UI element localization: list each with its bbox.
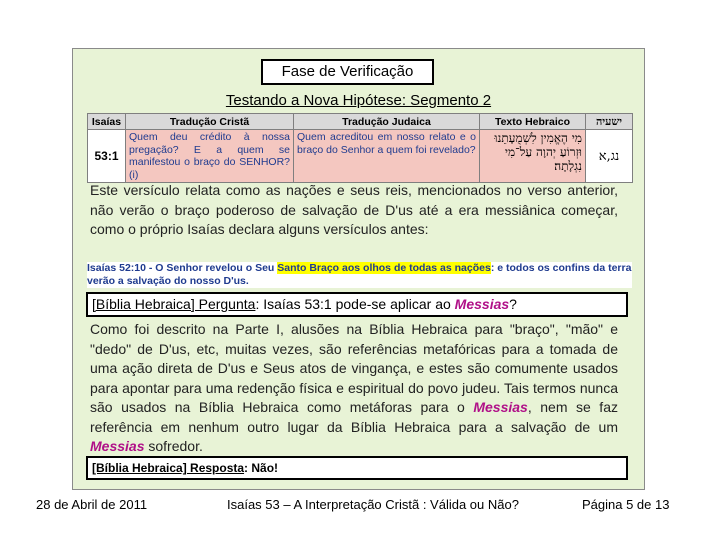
explanation-part1: Como foi descrito na Parte I, alusões na Bíblia Hebraica para "braço", "mão" e "dedo" de D'us, etc, muitas vezes, são referências metafóricas para a tomada de uma ação direta de D'us e Seus atos de vingança, e estes são comumente usados para apontar para uma redenção física e espiritual do povo judeu. Tais termos nunca são usados na Bíblia Hebraica como metáforas para o	[90, 321, 618, 415]
answer-box	[86, 456, 628, 480]
explanation-paragraph	[90, 320, 618, 457]
quote-part1: Isaías 52:10 - O Senhor revelou o Seu	[87, 262, 278, 274]
explanation-part3: sofredor.	[144, 438, 203, 454]
header-christian: Tradução Cristã	[126, 114, 294, 130]
phase-title: Fase de Verificação	[261, 59, 434, 85]
question-label: [Bíblia Hebraica] Pergunta	[92, 296, 256, 312]
hebrew-ref: נג,א	[586, 130, 633, 183]
footer-date: 28 de Abril de 2011	[36, 497, 148, 512]
header-isaias: Isaías	[88, 114, 126, 130]
table-header-row	[88, 114, 633, 130]
isaiah-quote	[87, 262, 632, 288]
question-end: ?	[509, 296, 517, 312]
header-jewish: Tradução Judaica	[294, 114, 480, 130]
verse-ref: 53:1	[88, 130, 126, 183]
footer-page: Página 5 de 13	[582, 497, 670, 512]
verse-table	[87, 113, 633, 183]
question-text: : Isaías 53:1 pode-se aplicar ao	[255, 296, 455, 312]
footer-title: Isaías 53 – A Interpretação Cristã : Válida ou Não?	[227, 497, 519, 512]
explanation-messias-2: Messias	[90, 438, 145, 454]
explanation-part2: , nem se faz referência em nenhum outro lugar da Bíblia Hebraica para a salvação de um	[90, 399, 618, 435]
question-messias: Messias	[454, 296, 510, 312]
quote-part3: : e todos os confins da terra verão a salvação do nosso D'us.	[87, 262, 632, 287]
header-hebrew-book: ישעיה	[586, 114, 633, 130]
section-subtitle: Testando a Nova Hipótese: Segmento 2	[225, 92, 492, 109]
hebrew-text: מִי הֶאֱמִין לִשְׁמֻעָתֵנוּ וּזְרוֹעַ יְהוָה עַל־מִי נִגְלָתָה׃	[480, 130, 586, 183]
answer-text: : Não!	[244, 461, 279, 475]
question-box	[86, 292, 628, 317]
jewish-translation: Quem acreditou em nosso relato e o braço do Senhor a quem foi revelado?	[294, 130, 480, 183]
header-hebrew-text: Texto Hebraico	[480, 114, 586, 130]
table-row	[88, 130, 633, 183]
answer-label: [Bíblia Hebraica] Resposta	[92, 461, 245, 475]
quote-highlight: Santo Braço aos olhos de todas as nações	[277, 262, 491, 274]
christian-translation: Quem deu crédito à nossa pregação? E a quem se manifestou o braço do SENHOR? (i)	[126, 130, 294, 183]
explanation-messias-1: Messias	[473, 399, 528, 415]
intro-paragraph: Este versículo relata como as nações e seus reis, mencionados no verso anterior, não verão o braço poderoso de salvação de D'us até a era messiânica começar, como o próprio Isaías declara alguns versículos antes:	[90, 182, 618, 237]
